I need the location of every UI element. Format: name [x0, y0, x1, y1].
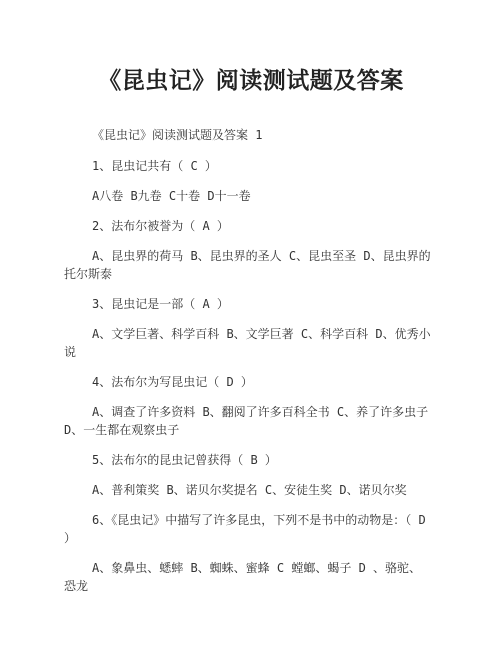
document-body — [64, 126, 432, 595]
question-6: 6、《昆虫记》中描写了许多昆虫，下列不是书中的动物是：（ D ） — [64, 513, 426, 545]
question-4-options: A、调查了许多资料 B、翻阅了许多百科全书 C、养了许多虫子D、一生都在观察虫子 — [64, 405, 429, 437]
question-3: 3、昆虫记是一部（ A ） — [92, 297, 229, 311]
question-6-options: A、象鼻虫、蟋蟀 B、蜘蛛、蜜蜂 C 螳螂、蝎子 D 、骆驼、恐龙 — [64, 561, 422, 593]
question-4: 4、法布尔为写昆虫记（ D ） — [92, 375, 253, 389]
question-1: 1、昆虫记共有（ C ） — [92, 159, 217, 173]
question-2-options: A、昆虫界的荷马 B、昆虫界的圣人 C、昆虫至圣 D、昆虫界的托尔斯泰 — [64, 249, 431, 281]
question-5-options: A、普利策奖 B、诺贝尔奖提名 C、安徒生奖 D、诺贝尔奖 — [92, 483, 407, 497]
question-5: 5、法布尔的昆虫记曾获得（ B ） — [92, 453, 277, 467]
document-subtitle: 《昆虫记》阅读测试题及答案 1 — [92, 128, 263, 142]
question-3-options: A、文学巨著、科学百科 B、文学巨著 C、科学百科 D、优秀小说 — [64, 327, 431, 359]
question-1-options: A八卷 B九卷 C十卷 D十一卷 — [92, 189, 251, 203]
document-title: 《昆虫记》阅读测试题及答案 — [98, 67, 404, 94]
question-2: 2、法布尔被誉为（ A ） — [92, 219, 229, 233]
